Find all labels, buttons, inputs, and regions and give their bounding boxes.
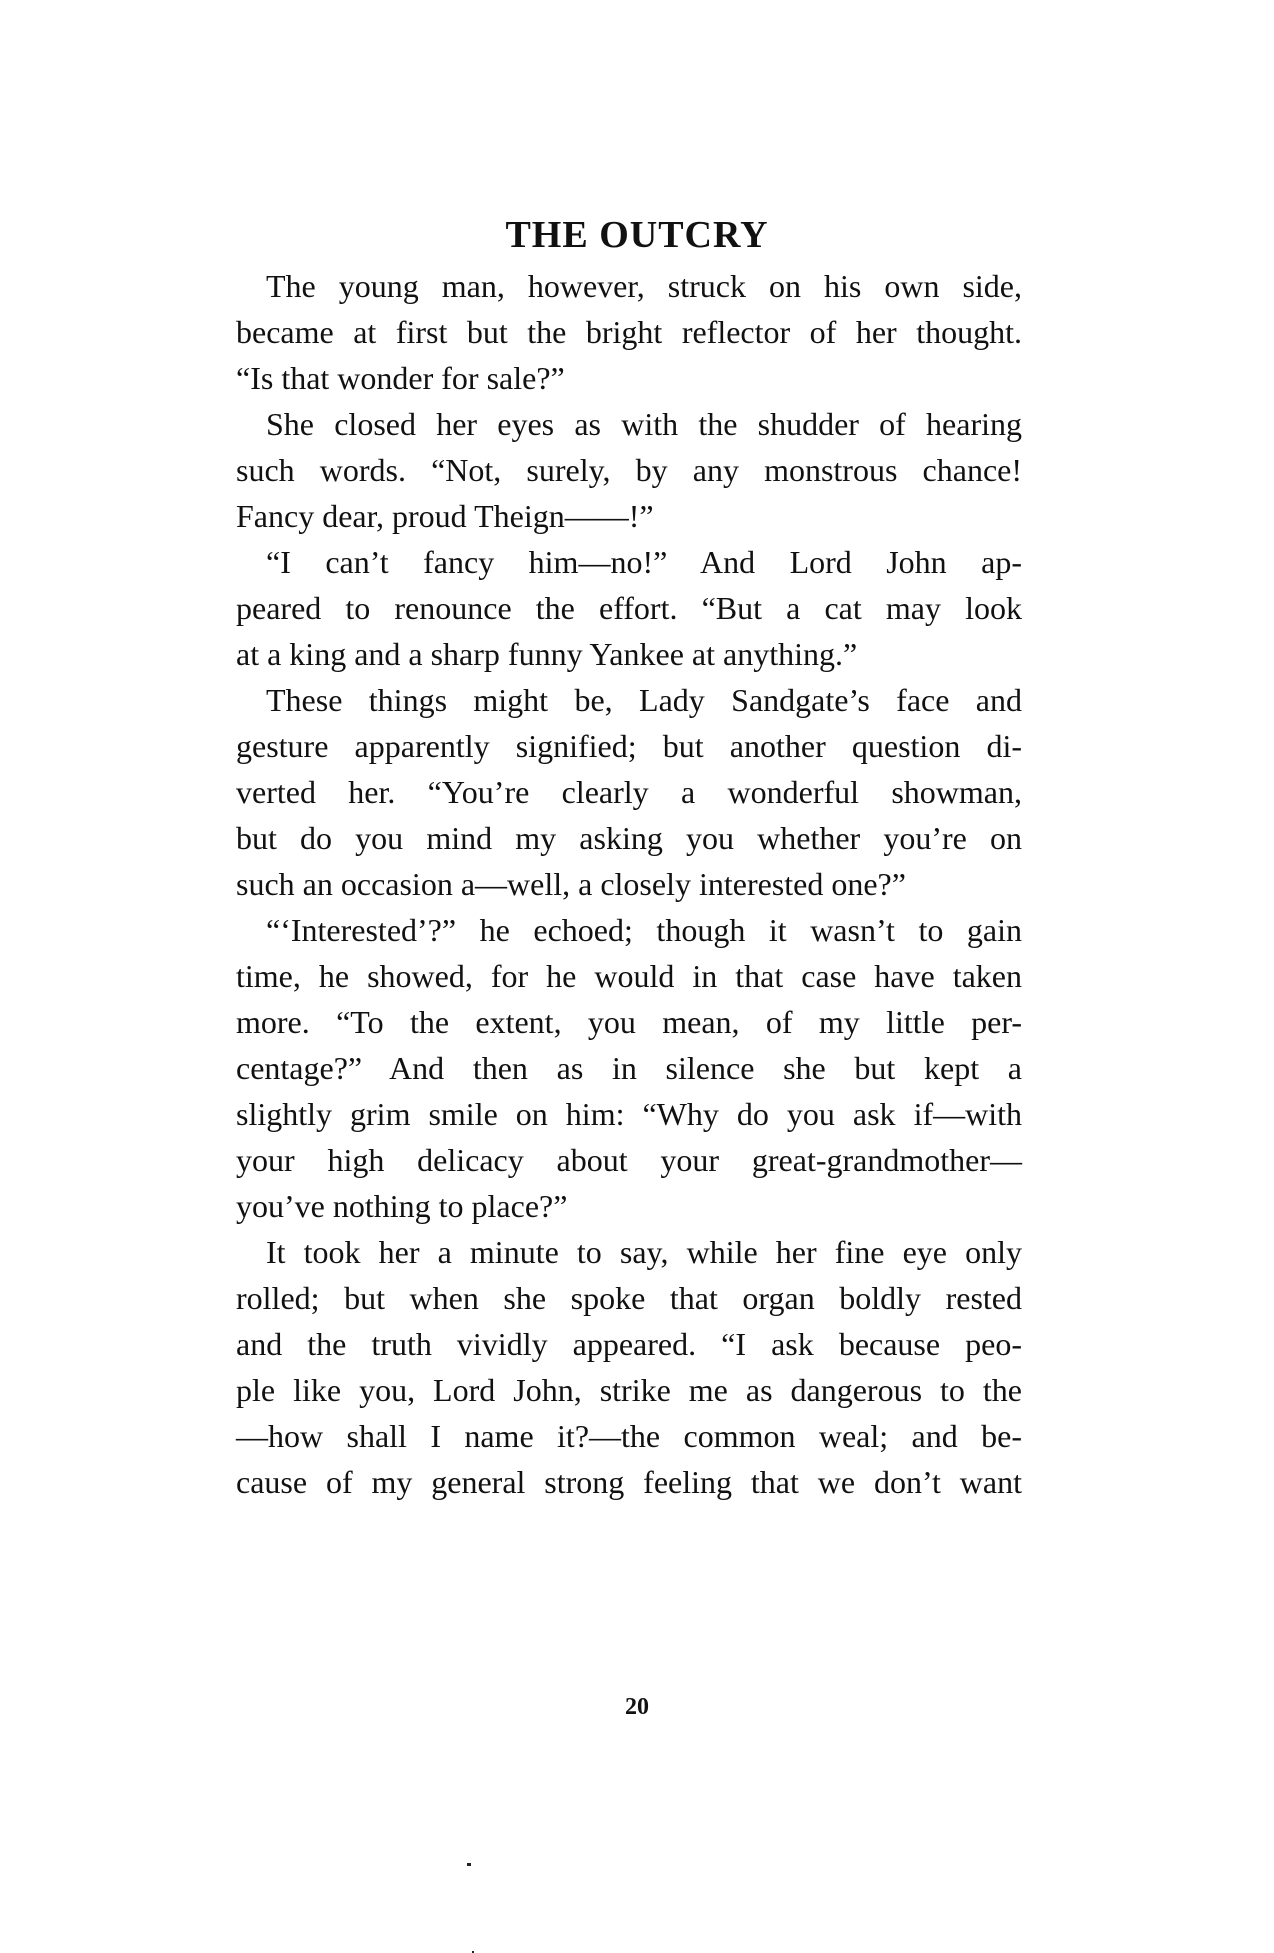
text-line: She closed her eyes as with the shudder of hearing	[266, 406, 1022, 442]
paragraph-1	[236, 263, 1022, 401]
text-line: time, he showed, for he would in that case have taken	[236, 958, 1022, 994]
text-line: rolled; but when she spoke that organ boldly rested	[236, 1280, 1022, 1316]
running-head: THE OUTCRY	[505, 214, 769, 256]
text-line: you’ve nothing to place?”	[236, 1188, 568, 1224]
paragraph-2	[236, 401, 1022, 539]
text-line: slightly grim smile on him: “Why do you ask if—with	[236, 1096, 1022, 1132]
text-line: It took her a minute to say, while her fine eye only	[266, 1234, 1022, 1270]
text-line: “‘Interested’?” he echoed; though it wasn’t to gain	[266, 912, 1022, 948]
paragraph-3	[236, 539, 1022, 677]
text-line: but do you mind my asking you whether you’re on	[236, 820, 1022, 856]
text-line: ple like you, Lord John, strike me as dangerous to the	[236, 1372, 1022, 1408]
text-line: gesture apparently signified; but another question di-	[236, 728, 1022, 764]
text-line: verted her. “You’re clearly a wonderful showman,	[236, 774, 1022, 810]
text-line: peared to renounce the effort. “But a cat may look	[236, 590, 1022, 626]
text-line: “Is that wonder for sale?”	[236, 360, 565, 396]
text-line: such words. “Not, surely, by any monstrous chance!	[236, 452, 1022, 488]
text-line: centage?” And then as in silence she but kept a	[236, 1050, 1022, 1086]
paragraph-4	[236, 677, 1022, 907]
text-line: Fancy dear, proud Theign——!”	[236, 498, 654, 534]
text-line: your high delicacy about your great-grandmother—	[236, 1142, 1022, 1178]
scan-speck	[467, 1863, 471, 1866]
text-line: at a king and a sharp funny Yankee at anything.”	[236, 636, 858, 672]
text-line: “I can’t fancy him—no!” And Lord John ap-	[266, 544, 1022, 580]
text-line: and the truth vividly appeared. “I ask because peo-	[236, 1326, 1022, 1362]
paragraph-5	[236, 907, 1022, 1229]
text-line: became at first but the bright reflector of her thought.	[236, 314, 1022, 350]
page-number: 20	[625, 1694, 649, 1720]
text-line: such an occasion a—well, a closely interested one?”	[236, 866, 906, 902]
text-line: —how shall I name it?—the common weal; and be-	[236, 1418, 1022, 1454]
text-line: The young man, however, struck on his own side,	[266, 268, 1022, 304]
text-line: more. “To the extent, you mean, of my little per-	[236, 1004, 1022, 1040]
text-line: cause of my general strong feeling that we don’t want	[236, 1464, 1022, 1500]
text-line: These things might be, Lady Sandgate’s face and	[266, 682, 1022, 718]
paragraph-6	[236, 1229, 1022, 1505]
body-text	[236, 263, 1022, 1505]
